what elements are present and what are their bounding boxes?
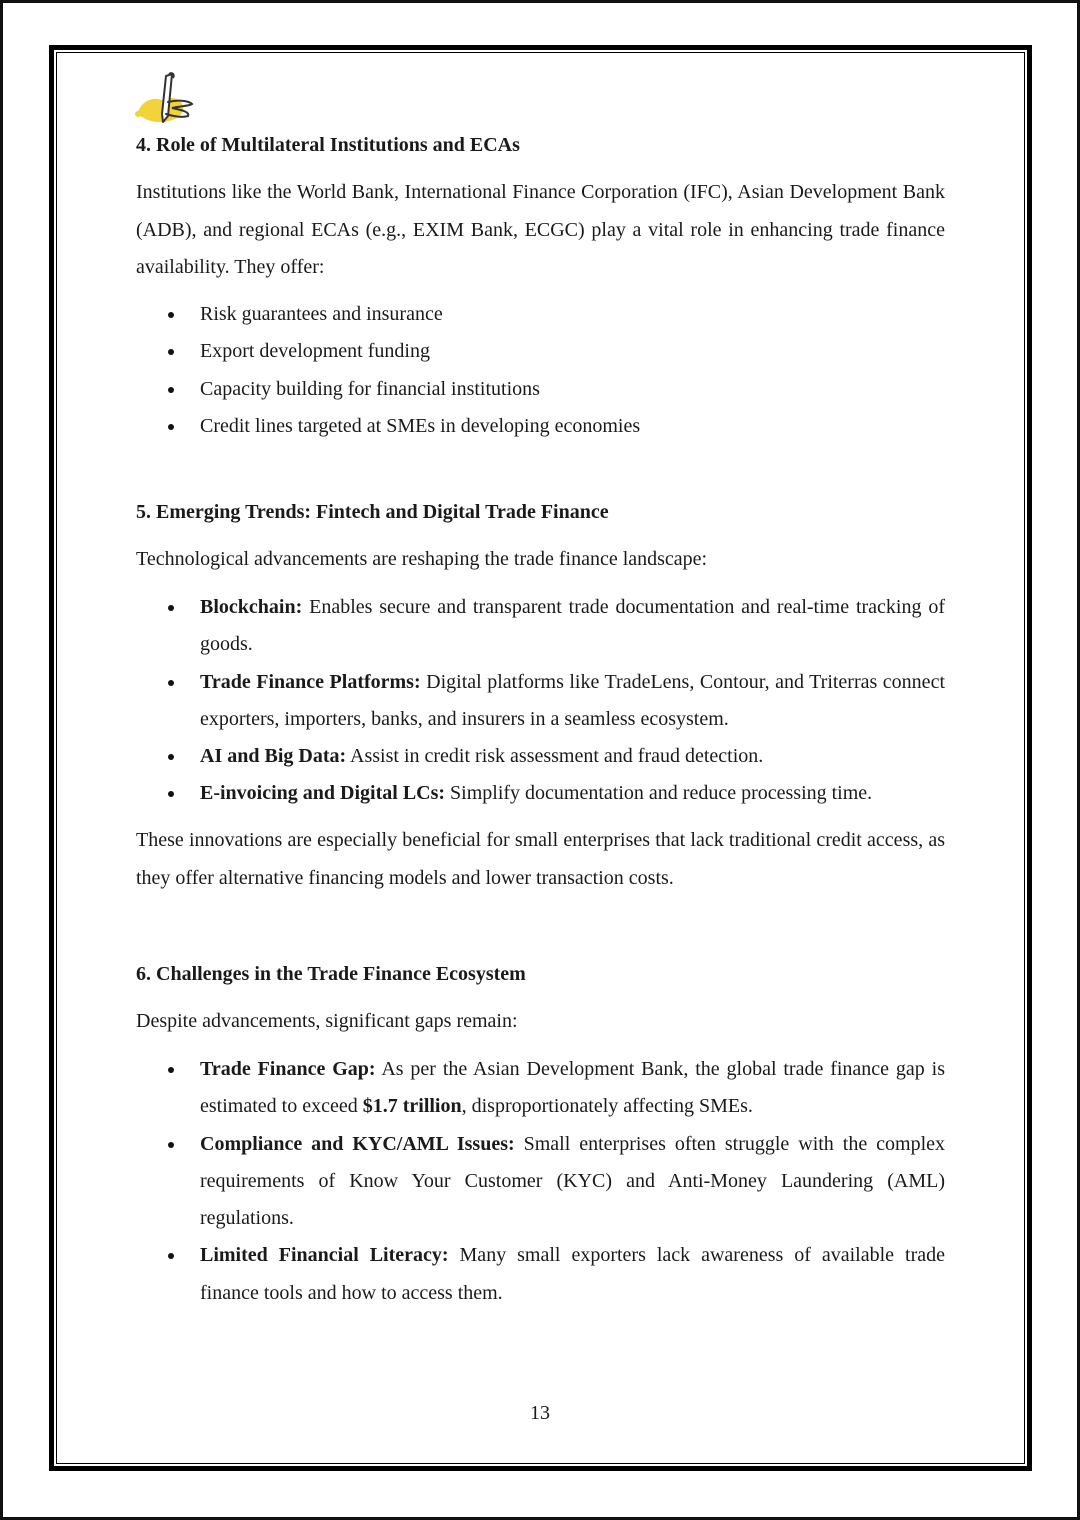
section-4-intro: Institutions like the World Bank, International Finance Corporation (IFC), Asian Development Bank (ADB), and regional ECAs (e.g., EXIM Bank, ECGC) play a vital role in enhancing trade finance availability. They offer: (136, 181, 945, 278)
list-item: Limited Financial Literacy: Many small exporters lack awareness of available trade finance tools and how to access them. (136, 1237, 945, 1312)
bullet-icon (168, 349, 174, 355)
bullet-icon (168, 1142, 174, 1148)
section-4-list (136, 296, 945, 445)
section-5-closing: These innovations are especially beneficial for small enterprises that lack traditional credit access, as they offer alternative financing models and lower transaction costs. (136, 829, 945, 889)
bullet-icon (168, 424, 174, 430)
section-6-heading: 6. Challenges in the Trade Finance Ecosystem (136, 963, 526, 985)
bullet-icon (168, 605, 174, 611)
list-item: Trade Finance Gap: As per the Asian Development Bank, the global trade finance gap is estimated to exceed $1.7 trillion, disproportionately affecting SMEs. (136, 1051, 945, 1126)
bullet-icon (168, 1067, 174, 1073)
section-4-heading: 4. Role of Multilateral Institutions and ECAs (136, 134, 520, 156)
list-item: Risk guarantees and insurance (136, 296, 945, 333)
bullet-icon (168, 1253, 174, 1259)
section-6-intro: Despite advancements, significant gaps remain: (136, 1010, 518, 1032)
list-item: AI and Big Data: Assist in credit risk assessment and fraud detection. (136, 738, 945, 775)
list-item: Blockchain: Enables secure and transparent trade documentation and real-time tracking of goods. (136, 589, 945, 664)
list-item: Export development funding (136, 333, 945, 370)
bullet-icon (168, 387, 174, 393)
section-5-intro: Technological advancements are reshaping the trade finance landscape: (136, 548, 708, 570)
list-item: Credit lines targeted at SMEs in developing economies (136, 408, 945, 445)
section-5-list (136, 589, 945, 813)
list-item: Capacity building for financial institutions (136, 371, 945, 408)
section-6-list (136, 1051, 945, 1312)
list-item: Compliance and KYC/AML Issues: Small enterprises often struggle with the complex requirements of Know Your Customer (KYC) and Anti-Money Laundering (AML) regulations. (136, 1126, 945, 1238)
list-item: E-invoicing and Digital LCs: Simplify documentation and reduce processing time. (136, 775, 945, 812)
pen-with-highlight-icon (132, 70, 202, 132)
list-item: Trade Finance Platforms: Digital platforms like TradeLens, Contour, and Triterras connect exporters, importers, banks, and insurers in a seamless ecosystem. (136, 664, 945, 739)
bullet-icon (168, 680, 174, 686)
bullet-icon (168, 312, 174, 318)
page-number: 13 (530, 1402, 550, 1424)
bullet-icon (168, 754, 174, 760)
section-5-heading: 5. Emerging Trends: Fintech and Digital Trade Finance (136, 501, 609, 523)
bullet-icon (168, 791, 174, 797)
